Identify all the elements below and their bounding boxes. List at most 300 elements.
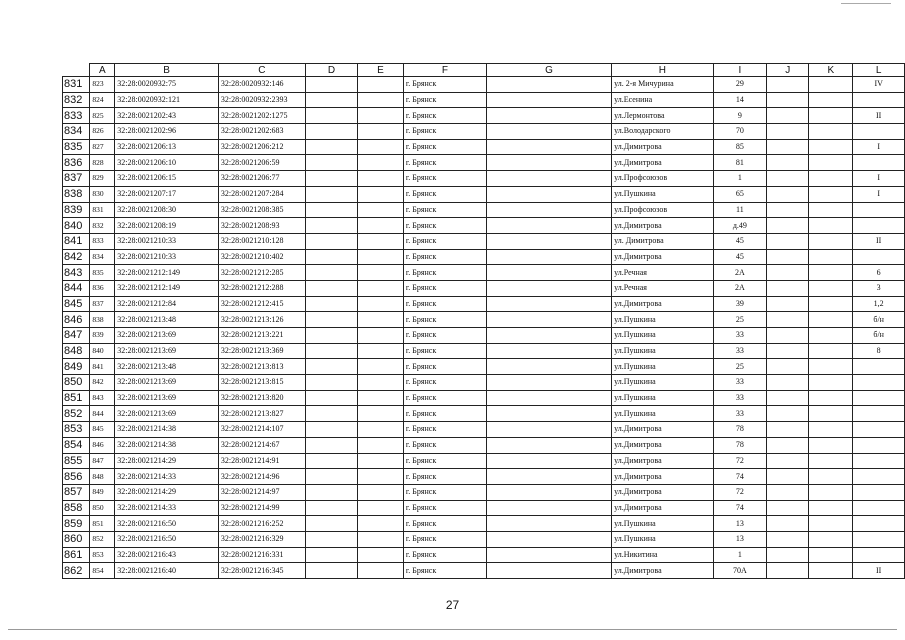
- row-number[interactable]: 847: [63, 328, 90, 344]
- cell-e[interactable]: [358, 500, 404, 516]
- cell-l[interactable]: [853, 406, 905, 422]
- cell-k[interactable]: [809, 155, 853, 171]
- cell-b[interactable]: 32:28:0021206:10: [115, 155, 219, 171]
- cell-e[interactable]: [358, 469, 404, 485]
- cell-e[interactable]: [358, 406, 404, 422]
- cell-l[interactable]: [853, 453, 905, 469]
- cell-b[interactable]: 32:28:0021213:69: [115, 390, 219, 406]
- cell-f[interactable]: г. Брянск: [403, 202, 486, 218]
- cell-f[interactable]: г. Брянск: [403, 124, 486, 140]
- column-header-i[interactable]: I: [713, 64, 767, 77]
- row-number[interactable]: 835: [63, 139, 90, 155]
- cell-j[interactable]: [767, 155, 809, 171]
- cell-e[interactable]: [358, 233, 404, 249]
- cell-j[interactable]: [767, 296, 809, 312]
- cell-f[interactable]: г. Брянск: [403, 233, 486, 249]
- cell-l[interactable]: 6: [853, 265, 905, 281]
- cell-h[interactable]: ул.Димитрова: [612, 500, 713, 516]
- cell-f[interactable]: г. Брянск: [403, 92, 486, 108]
- cell-f[interactable]: г. Брянск: [403, 406, 486, 422]
- row-number[interactable]: 840: [63, 218, 90, 234]
- row-number[interactable]: 845: [63, 296, 90, 312]
- cell-k[interactable]: [809, 469, 853, 485]
- cell-j[interactable]: [767, 453, 809, 469]
- column-header-e[interactable]: E: [358, 64, 404, 77]
- cell-d[interactable]: [305, 139, 357, 155]
- cell-k[interactable]: [809, 437, 853, 453]
- cell-h[interactable]: ул.Димитрова: [612, 249, 713, 265]
- row-number[interactable]: 842: [63, 249, 90, 265]
- cell-l[interactable]: IV: [853, 77, 905, 93]
- cell-h[interactable]: ул. Димитрова: [612, 233, 713, 249]
- cell-c[interactable]: 32:28:0021213:813: [218, 359, 305, 375]
- cell-f[interactable]: г. Брянск: [403, 516, 486, 532]
- cell-d[interactable]: [305, 312, 357, 328]
- column-header-c[interactable]: C: [218, 64, 305, 77]
- cell-a[interactable]: 829: [90, 171, 115, 187]
- cell-d[interactable]: [305, 406, 357, 422]
- cell-f[interactable]: г. Брянск: [403, 437, 486, 453]
- cell-i[interactable]: 72: [713, 453, 767, 469]
- cell-d[interactable]: [305, 563, 357, 579]
- cell-k[interactable]: [809, 233, 853, 249]
- row-number[interactable]: 848: [63, 343, 90, 359]
- cell-e[interactable]: [358, 531, 404, 547]
- cell-e[interactable]: [358, 312, 404, 328]
- cell-i[interactable]: 45: [713, 249, 767, 265]
- cell-b[interactable]: 32:28:0021213:69: [115, 406, 219, 422]
- cell-g[interactable]: [486, 390, 611, 406]
- column-header-b[interactable]: B: [115, 64, 219, 77]
- cell-d[interactable]: [305, 124, 357, 140]
- cell-a[interactable]: 836: [90, 280, 115, 296]
- cell-k[interactable]: [809, 500, 853, 516]
- cell-j[interactable]: [767, 265, 809, 281]
- cell-f[interactable]: г. Брянск: [403, 390, 486, 406]
- cell-c[interactable]: 32:28:0020932:2393: [218, 92, 305, 108]
- cell-h[interactable]: ул.Пушкина: [612, 312, 713, 328]
- cell-i[interactable]: 11: [713, 202, 767, 218]
- cell-k[interactable]: [809, 547, 853, 563]
- row-number[interactable]: 861: [63, 547, 90, 563]
- cell-d[interactable]: [305, 422, 357, 438]
- cell-a[interactable]: 825: [90, 108, 115, 124]
- cell-j[interactable]: [767, 108, 809, 124]
- cell-g[interactable]: [486, 171, 611, 187]
- cell-f[interactable]: г. Брянск: [403, 108, 486, 124]
- cell-c[interactable]: 32:28:0021212:285: [218, 265, 305, 281]
- cell-b[interactable]: 32:28:0021212:149: [115, 280, 219, 296]
- cell-c[interactable]: 32:28:0021212:288: [218, 280, 305, 296]
- cell-g[interactable]: [486, 249, 611, 265]
- cell-i[interactable]: 33: [713, 343, 767, 359]
- cell-g[interactable]: [486, 155, 611, 171]
- cell-f[interactable]: г. Брянск: [403, 500, 486, 516]
- cell-d[interactable]: [305, 359, 357, 375]
- column-header-l[interactable]: L: [853, 64, 905, 77]
- cell-d[interactable]: [305, 218, 357, 234]
- cell-h[interactable]: ул.Димитрова: [612, 139, 713, 155]
- cell-f[interactable]: г. Брянск: [403, 218, 486, 234]
- cell-g[interactable]: [486, 359, 611, 375]
- cell-l[interactable]: [853, 359, 905, 375]
- cell-c[interactable]: 32:28:0021210:402: [218, 249, 305, 265]
- cell-c[interactable]: 32:28:0021202:683: [218, 124, 305, 140]
- cell-g[interactable]: [486, 422, 611, 438]
- cell-i[interactable]: д.49: [713, 218, 767, 234]
- cell-h[interactable]: ул.Володарского: [612, 124, 713, 140]
- cell-j[interactable]: [767, 406, 809, 422]
- cell-i[interactable]: 29: [713, 77, 767, 93]
- cell-c[interactable]: 32:28:0021206:212: [218, 139, 305, 155]
- cell-b[interactable]: 32:28:0021202:96: [115, 124, 219, 140]
- cell-b[interactable]: 32:28:0021210:33: [115, 233, 219, 249]
- cell-a[interactable]: 851: [90, 516, 115, 532]
- cell-h[interactable]: ул.Димитрова: [612, 563, 713, 579]
- cell-i[interactable]: 25: [713, 359, 767, 375]
- cell-k[interactable]: [809, 312, 853, 328]
- row-number[interactable]: 844: [63, 280, 90, 296]
- cell-j[interactable]: [767, 77, 809, 93]
- cell-j[interactable]: [767, 484, 809, 500]
- cell-g[interactable]: [486, 218, 611, 234]
- cell-b[interactable]: 32:28:0021213:48: [115, 312, 219, 328]
- cell-a[interactable]: 835: [90, 265, 115, 281]
- cell-d[interactable]: [305, 265, 357, 281]
- cell-k[interactable]: [809, 390, 853, 406]
- cell-h[interactable]: ул.Пушкина: [612, 375, 713, 391]
- cell-g[interactable]: [486, 437, 611, 453]
- cell-h[interactable]: ул.Димитрова: [612, 437, 713, 453]
- row-number[interactable]: 857: [63, 484, 90, 500]
- cell-e[interactable]: [358, 218, 404, 234]
- cell-b[interactable]: 32:28:0021208:19: [115, 218, 219, 234]
- cell-k[interactable]: [809, 77, 853, 93]
- cell-e[interactable]: [358, 437, 404, 453]
- cell-h[interactable]: ул.Пушкина: [612, 186, 713, 202]
- cell-e[interactable]: [358, 186, 404, 202]
- cell-l[interactable]: 3: [853, 280, 905, 296]
- cell-j[interactable]: [767, 171, 809, 187]
- cell-e[interactable]: [358, 453, 404, 469]
- cell-a[interactable]: 827: [90, 139, 115, 155]
- cell-h[interactable]: ул.Пушкина: [612, 390, 713, 406]
- cell-d[interactable]: [305, 500, 357, 516]
- cell-f[interactable]: г. Брянск: [403, 265, 486, 281]
- cell-f[interactable]: г. Брянск: [403, 155, 486, 171]
- column-header-k[interactable]: K: [809, 64, 853, 77]
- cell-f[interactable]: г. Брянск: [403, 280, 486, 296]
- row-number[interactable]: 833: [63, 108, 90, 124]
- cell-j[interactable]: [767, 516, 809, 532]
- row-number[interactable]: 838: [63, 186, 90, 202]
- cell-g[interactable]: [486, 484, 611, 500]
- cell-k[interactable]: [809, 531, 853, 547]
- cell-h[interactable]: ул.Димитрова: [612, 155, 713, 171]
- row-number[interactable]: 858: [63, 500, 90, 516]
- cell-d[interactable]: [305, 249, 357, 265]
- cell-f[interactable]: г. Брянск: [403, 531, 486, 547]
- cell-h[interactable]: ул.Лермонтова: [612, 108, 713, 124]
- cell-a[interactable]: 828: [90, 155, 115, 171]
- cell-l[interactable]: II: [853, 108, 905, 124]
- cell-i[interactable]: 9: [713, 108, 767, 124]
- cell-j[interactable]: [767, 390, 809, 406]
- cell-a[interactable]: 845: [90, 422, 115, 438]
- cell-j[interactable]: [767, 422, 809, 438]
- cell-l[interactable]: [853, 469, 905, 485]
- cell-c[interactable]: 32:28:0021214:96: [218, 469, 305, 485]
- cell-l[interactable]: [853, 390, 905, 406]
- cell-k[interactable]: [809, 422, 853, 438]
- cell-l[interactable]: [853, 124, 905, 140]
- cell-j[interactable]: [767, 218, 809, 234]
- cell-f[interactable]: г. Брянск: [403, 296, 486, 312]
- cell-f[interactable]: г. Брянск: [403, 343, 486, 359]
- cell-h[interactable]: ул.Димитрова: [612, 453, 713, 469]
- cell-h[interactable]: ул.Пушкина: [612, 531, 713, 547]
- cell-c[interactable]: 32:28:0021208:93: [218, 218, 305, 234]
- cell-d[interactable]: [305, 469, 357, 485]
- cell-h[interactable]: ул.Пушкина: [612, 343, 713, 359]
- cell-g[interactable]: [486, 328, 611, 344]
- cell-d[interactable]: [305, 155, 357, 171]
- cell-i[interactable]: 1: [713, 547, 767, 563]
- cell-i[interactable]: 39: [713, 296, 767, 312]
- cell-l[interactable]: б/н: [853, 328, 905, 344]
- cell-k[interactable]: [809, 202, 853, 218]
- cell-k[interactable]: [809, 124, 853, 140]
- cell-l[interactable]: [853, 375, 905, 391]
- cell-c[interactable]: 32:28:0021216:329: [218, 531, 305, 547]
- cell-b[interactable]: 32:28:0021213:69: [115, 375, 219, 391]
- cell-g[interactable]: [486, 139, 611, 155]
- cell-b[interactable]: 32:28:0021214:29: [115, 484, 219, 500]
- cell-k[interactable]: [809, 359, 853, 375]
- row-number[interactable]: 831: [63, 77, 90, 93]
- cell-d[interactable]: [305, 296, 357, 312]
- cell-k[interactable]: [809, 453, 853, 469]
- cell-e[interactable]: [358, 328, 404, 344]
- cell-f[interactable]: г. Брянск: [403, 547, 486, 563]
- cell-k[interactable]: [809, 139, 853, 155]
- cell-k[interactable]: [809, 280, 853, 296]
- cell-b[interactable]: 32:28:0021213:69: [115, 343, 219, 359]
- cell-d[interactable]: [305, 484, 357, 500]
- cell-c[interactable]: 32:28:0020932:146: [218, 77, 305, 93]
- cell-b[interactable]: 32:28:0021208:30: [115, 202, 219, 218]
- cell-j[interactable]: [767, 186, 809, 202]
- cell-a[interactable]: 838: [90, 312, 115, 328]
- cell-k[interactable]: [809, 406, 853, 422]
- cell-h[interactable]: ул.Димитрова: [612, 484, 713, 500]
- row-number[interactable]: 839: [63, 202, 90, 218]
- cell-j[interactable]: [767, 531, 809, 547]
- cell-c[interactable]: 32:28:0021214:67: [218, 437, 305, 453]
- cell-j[interactable]: [767, 280, 809, 296]
- cell-d[interactable]: [305, 375, 357, 391]
- cell-i[interactable]: 33: [713, 375, 767, 391]
- cell-f[interactable]: г. Брянск: [403, 171, 486, 187]
- cell-k[interactable]: [809, 92, 853, 108]
- cell-d[interactable]: [305, 202, 357, 218]
- cell-c[interactable]: 32:28:0021216:252: [218, 516, 305, 532]
- cell-i[interactable]: 70А: [713, 563, 767, 579]
- column-header-d[interactable]: D: [305, 64, 357, 77]
- cell-b[interactable]: 32:28:0021202:43: [115, 108, 219, 124]
- cell-h[interactable]: ул. 2-я Мичурина: [612, 77, 713, 93]
- cell-j[interactable]: [767, 249, 809, 265]
- cell-j[interactable]: [767, 359, 809, 375]
- cell-b[interactable]: 32:28:0021216:43: [115, 547, 219, 563]
- cell-i[interactable]: 85: [713, 139, 767, 155]
- cell-l[interactable]: 8: [853, 343, 905, 359]
- cell-a[interactable]: 834: [90, 249, 115, 265]
- cell-l[interactable]: [853, 422, 905, 438]
- cell-i[interactable]: 1: [713, 171, 767, 187]
- cell-c[interactable]: 32:28:0021213:369: [218, 343, 305, 359]
- cell-h[interactable]: ул.Пушкина: [612, 406, 713, 422]
- cell-k[interactable]: [809, 218, 853, 234]
- cell-h[interactable]: ул.Профсоюзов: [612, 202, 713, 218]
- cell-e[interactable]: [358, 202, 404, 218]
- cell-a[interactable]: 837: [90, 296, 115, 312]
- cell-d[interactable]: [305, 547, 357, 563]
- cell-f[interactable]: г. Брянск: [403, 186, 486, 202]
- cell-a[interactable]: 852: [90, 531, 115, 547]
- cell-i[interactable]: 2А: [713, 265, 767, 281]
- cell-g[interactable]: [486, 265, 611, 281]
- cell-g[interactable]: [486, 343, 611, 359]
- cell-d[interactable]: [305, 108, 357, 124]
- cell-a[interactable]: 853: [90, 547, 115, 563]
- cell-i[interactable]: 13: [713, 531, 767, 547]
- cell-c[interactable]: 32:28:0021212:415: [218, 296, 305, 312]
- cell-l[interactable]: [853, 155, 905, 171]
- cell-g[interactable]: [486, 375, 611, 391]
- cell-j[interactable]: [767, 343, 809, 359]
- row-number[interactable]: 860: [63, 531, 90, 547]
- cell-b[interactable]: 32:28:0021212:149: [115, 265, 219, 281]
- cell-c[interactable]: 32:28:0021214:91: [218, 453, 305, 469]
- cell-j[interactable]: [767, 563, 809, 579]
- cell-f[interactable]: г. Брянск: [403, 453, 486, 469]
- cell-a[interactable]: 839: [90, 328, 115, 344]
- cell-i[interactable]: 65: [713, 186, 767, 202]
- cell-i[interactable]: 74: [713, 500, 767, 516]
- cell-d[interactable]: [305, 233, 357, 249]
- cell-g[interactable]: [486, 202, 611, 218]
- cell-b[interactable]: 32:28:0021216:50: [115, 531, 219, 547]
- row-number[interactable]: 854: [63, 437, 90, 453]
- cell-l[interactable]: II: [853, 563, 905, 579]
- cell-f[interactable]: г. Брянск: [403, 563, 486, 579]
- cell-g[interactable]: [486, 92, 611, 108]
- cell-c[interactable]: 32:28:0021214:97: [218, 484, 305, 500]
- cell-b[interactable]: 32:28:0021206:13: [115, 139, 219, 155]
- row-number[interactable]: 846: [63, 312, 90, 328]
- cell-g[interactable]: [486, 186, 611, 202]
- cell-e[interactable]: [358, 124, 404, 140]
- cell-b[interactable]: 32:28:0021214:33: [115, 469, 219, 485]
- cell-a[interactable]: 823: [90, 77, 115, 93]
- cell-f[interactable]: г. Брянск: [403, 359, 486, 375]
- cell-d[interactable]: [305, 92, 357, 108]
- cell-b[interactable]: 32:28:0021213:48: [115, 359, 219, 375]
- cell-a[interactable]: 831: [90, 202, 115, 218]
- cell-a[interactable]: 854: [90, 563, 115, 579]
- cell-l[interactable]: 1,2: [853, 296, 905, 312]
- cell-g[interactable]: [486, 108, 611, 124]
- cell-h[interactable]: ул.Пушкина: [612, 516, 713, 532]
- cell-e[interactable]: [358, 296, 404, 312]
- cell-b[interactable]: 32:28:0021214:38: [115, 422, 219, 438]
- cell-e[interactable]: [358, 249, 404, 265]
- cell-h[interactable]: ул.Есенина: [612, 92, 713, 108]
- cell-h[interactable]: ул.Димитрова: [612, 218, 713, 234]
- cell-d[interactable]: [305, 280, 357, 296]
- cell-g[interactable]: [486, 280, 611, 296]
- cell-c[interactable]: 32:28:0021206:77: [218, 171, 305, 187]
- cell-i[interactable]: 33: [713, 328, 767, 344]
- cell-j[interactable]: [767, 202, 809, 218]
- row-number[interactable]: 853: [63, 422, 90, 438]
- cell-i[interactable]: 81: [713, 155, 767, 171]
- cell-f[interactable]: г. Брянск: [403, 328, 486, 344]
- cell-k[interactable]: [809, 108, 853, 124]
- cell-l[interactable]: [853, 202, 905, 218]
- cell-e[interactable]: [358, 359, 404, 375]
- cell-h[interactable]: ул.Пушкина: [612, 359, 713, 375]
- cell-c[interactable]: 32:28:0021210:128: [218, 233, 305, 249]
- cell-i[interactable]: 45: [713, 233, 767, 249]
- cell-h[interactable]: ул.Речная: [612, 280, 713, 296]
- cell-e[interactable]: [358, 155, 404, 171]
- cell-b[interactable]: 32:28:0021216:50: [115, 516, 219, 532]
- cell-l[interactable]: [853, 218, 905, 234]
- cell-h[interactable]: ул.Никитина: [612, 547, 713, 563]
- row-number[interactable]: 841: [63, 233, 90, 249]
- cell-c[interactable]: 32:28:0021214:99: [218, 500, 305, 516]
- cell-l[interactable]: [853, 437, 905, 453]
- cell-f[interactable]: г. Брянск: [403, 249, 486, 265]
- cell-g[interactable]: [486, 531, 611, 547]
- cell-e[interactable]: [358, 265, 404, 281]
- row-number[interactable]: 852: [63, 406, 90, 422]
- cell-k[interactable]: [809, 296, 853, 312]
- row-number[interactable]: 836: [63, 155, 90, 171]
- cell-g[interactable]: [486, 233, 611, 249]
- row-number[interactable]: 855: [63, 453, 90, 469]
- cell-l[interactable]: [853, 484, 905, 500]
- cell-f[interactable]: г. Брянск: [403, 469, 486, 485]
- cell-f[interactable]: г. Брянск: [403, 484, 486, 500]
- cell-h[interactable]: ул.Профсоюзов: [612, 171, 713, 187]
- cell-e[interactable]: [358, 484, 404, 500]
- cell-b[interactable]: 32:28:0021212:84: [115, 296, 219, 312]
- cell-f[interactable]: г. Брянск: [403, 422, 486, 438]
- cell-c[interactable]: 32:28:0021213:827: [218, 406, 305, 422]
- cell-b[interactable]: 32:28:0020932:75: [115, 77, 219, 93]
- cell-a[interactable]: 824: [90, 92, 115, 108]
- cell-l[interactable]: [853, 92, 905, 108]
- cell-k[interactable]: [809, 516, 853, 532]
- cell-j[interactable]: [767, 469, 809, 485]
- row-number[interactable]: 862: [63, 563, 90, 579]
- cell-c[interactable]: 32:28:0021202:1275: [218, 108, 305, 124]
- cell-d[interactable]: [305, 437, 357, 453]
- cell-k[interactable]: [809, 563, 853, 579]
